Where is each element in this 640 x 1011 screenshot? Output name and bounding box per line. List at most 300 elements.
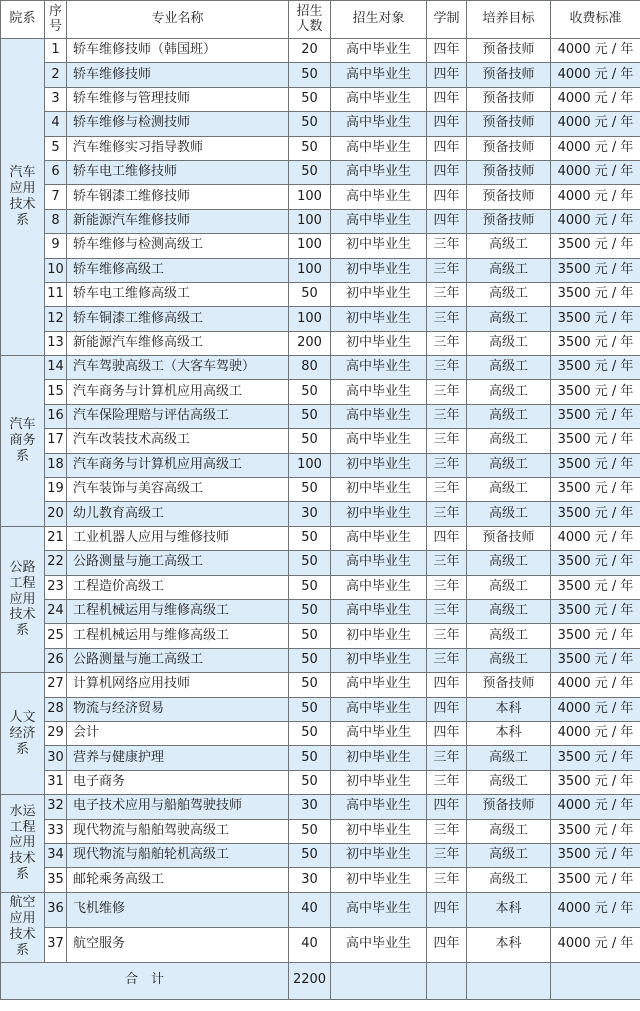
duration-cell: 三年 (427, 648, 467, 672)
duration-cell: 四年 (427, 697, 467, 721)
seq-cell: 17 (45, 429, 67, 453)
quota-cell: 200 (289, 331, 331, 355)
duration-cell: 四年 (427, 673, 467, 697)
target-cell: 初中毕业生 (331, 307, 427, 331)
duration-cell: 四年 (427, 87, 467, 111)
table-row (1, 404, 640, 428)
goal-cell: 高级工 (467, 575, 551, 599)
seq-cell: 26 (45, 648, 67, 672)
major-cell: 汽车装饰与美容高级工 (67, 478, 289, 502)
major-cell: 计算机网络应用技师 (67, 673, 289, 697)
duration-cell: 四年 (427, 185, 467, 209)
quota-cell: 50 (289, 136, 331, 160)
target-cell: 高中毕业生 (331, 551, 427, 575)
quota-cell: 50 (289, 526, 331, 550)
fee-cell: 3500 元 / 年 (551, 746, 640, 770)
table-row (1, 478, 640, 502)
seq-cell: 14 (45, 356, 67, 380)
major-cell: 轿车维修与检测技师 (67, 112, 289, 136)
target-cell: 初中毕业生 (331, 258, 427, 282)
goal-cell: 高级工 (467, 380, 551, 404)
major-cell: 物流与经济贸易 (67, 697, 289, 721)
table-row (1, 927, 640, 962)
goal-cell: 高级工 (467, 868, 551, 892)
target-cell: 高中毕业生 (331, 209, 427, 233)
major-cell: 汽车保险理赔与评估高级工 (67, 404, 289, 428)
duration-cell: 三年 (427, 551, 467, 575)
duration-cell: 三年 (427, 575, 467, 599)
fee-cell: 3500 元 / 年 (551, 551, 640, 575)
fee-cell: 3500 元 / 年 (551, 404, 640, 428)
department-cell: 人文 经济 系 (1, 673, 45, 795)
fee-cell: 3500 元 / 年 (551, 478, 640, 502)
duration-cell: 三年 (427, 770, 467, 794)
fee-cell: 4000 元 / 年 (551, 673, 640, 697)
quota-cell: 50 (289, 404, 331, 428)
duration-cell: 三年 (427, 453, 467, 477)
department-cell: 汽车 商务 系 (1, 356, 45, 527)
fee-cell: 4000 元 / 年 (551, 112, 640, 136)
table-row (1, 819, 640, 843)
goal-cell: 预备技师 (467, 185, 551, 209)
goal-cell: 高级工 (467, 599, 551, 623)
duration-cell: 四年 (427, 795, 467, 819)
fee-cell: 3500 元 / 年 (551, 453, 640, 477)
target-cell: 高中毕业生 (331, 429, 427, 453)
major-cell: 新能源汽车维修技师 (67, 209, 289, 233)
quota-cell: 50 (289, 282, 331, 306)
seq-cell: 7 (45, 185, 67, 209)
target-cell: 高中毕业生 (331, 356, 427, 380)
table-row (1, 63, 640, 87)
seq-cell: 20 (45, 502, 67, 526)
major-cell: 轿车铜漆工维修高级工 (67, 307, 289, 331)
fee-cell: 3500 元 / 年 (551, 429, 640, 453)
department-cell: 汽车 应用 技术 系 (1, 39, 45, 356)
goal-cell: 高级工 (467, 502, 551, 526)
major-cell: 轿车维修与检测高级工 (67, 234, 289, 258)
table-row (1, 307, 640, 331)
fee-cell: 3500 元 / 年 (551, 575, 640, 599)
quota-cell: 100 (289, 234, 331, 258)
quota-cell: 40 (289, 892, 331, 927)
table-row (1, 160, 640, 184)
fee-cell: 4000 元 / 年 (551, 209, 640, 233)
quota-cell: 30 (289, 502, 331, 526)
target-cell: 初中毕业生 (331, 843, 427, 867)
table-row (1, 185, 640, 209)
duration-cell: 三年 (427, 282, 467, 306)
quota-cell: 50 (289, 648, 331, 672)
target-cell: 高中毕业生 (331, 673, 427, 697)
fee-cell: 3500 元 / 年 (551, 356, 640, 380)
header-goal: 培养目标 (467, 1, 551, 39)
quota-cell: 40 (289, 927, 331, 962)
quota-cell: 50 (289, 551, 331, 575)
table-row (1, 697, 640, 721)
goal-cell: 预备技师 (467, 112, 551, 136)
fee-cell: 3500 元 / 年 (551, 599, 640, 623)
seq-cell: 4 (45, 112, 67, 136)
fee-cell: 4000 元 / 年 (551, 526, 640, 550)
target-cell: 初中毕业生 (331, 746, 427, 770)
major-cell: 工程机械运用与维修高级工 (67, 599, 289, 623)
major-cell: 电子商务 (67, 770, 289, 794)
quota-cell: 50 (289, 624, 331, 648)
duration-cell: 三年 (427, 356, 467, 380)
fee-cell: 4000 元 / 年 (551, 721, 640, 745)
table-row (1, 795, 640, 819)
quota-cell: 50 (289, 63, 331, 87)
goal-cell: 本科 (467, 697, 551, 721)
quota-cell: 30 (289, 795, 331, 819)
seq-cell: 33 (45, 819, 67, 843)
major-cell: 汽车商务与计算机应用高级工 (67, 380, 289, 404)
goal-cell: 本科 (467, 927, 551, 962)
quota-cell: 100 (289, 307, 331, 331)
duration-cell: 三年 (427, 404, 467, 428)
table-row (1, 39, 640, 63)
target-cell: 高中毕业生 (331, 795, 427, 819)
target-cell: 初中毕业生 (331, 648, 427, 672)
fee-cell: 3500 元 / 年 (551, 648, 640, 672)
fee-cell: 3500 元 / 年 (551, 282, 640, 306)
target-cell: 高中毕业生 (331, 575, 427, 599)
fee-cell: 3500 元 / 年 (551, 234, 640, 258)
target-cell: 高中毕业生 (331, 63, 427, 87)
table-row (1, 770, 640, 794)
target-cell: 初中毕业生 (331, 770, 427, 794)
target-cell: 高中毕业生 (331, 87, 427, 111)
target-cell: 高中毕业生 (331, 697, 427, 721)
quota-cell: 50 (289, 697, 331, 721)
goal-cell: 高级工 (467, 331, 551, 355)
major-cell: 航空服务 (67, 927, 289, 962)
quota-cell: 80 (289, 356, 331, 380)
seq-cell: 22 (45, 551, 67, 575)
target-cell: 高中毕业生 (331, 721, 427, 745)
duration-cell: 三年 (427, 843, 467, 867)
target-cell: 初中毕业生 (331, 331, 427, 355)
seq-cell: 34 (45, 843, 67, 867)
table-row (1, 380, 640, 404)
goal-cell: 本科 (467, 721, 551, 745)
duration-cell: 三年 (427, 502, 467, 526)
target-cell: 高中毕业生 (331, 404, 427, 428)
duration-cell: 三年 (427, 599, 467, 623)
goal-cell: 预备技师 (467, 63, 551, 87)
header-major: 专业名称 (67, 1, 289, 39)
seq-cell: 13 (45, 331, 67, 355)
major-cell: 公路测量与施工高级工 (67, 551, 289, 575)
duration-cell: 四年 (427, 721, 467, 745)
quota-cell: 100 (289, 258, 331, 282)
major-cell: 轿车钢漆工维修技师 (67, 185, 289, 209)
table-row (1, 526, 640, 550)
quota-cell: 50 (289, 746, 331, 770)
major-cell: 现代物流与船舶驾驶高级工 (67, 819, 289, 843)
goal-cell: 预备技师 (467, 526, 551, 550)
table-row (1, 356, 640, 380)
fee-cell: 3500 元 / 年 (551, 624, 640, 648)
duration-cell: 四年 (427, 209, 467, 233)
seq-cell: 1 (45, 39, 67, 63)
seq-cell: 6 (45, 160, 67, 184)
seq-cell: 16 (45, 404, 67, 428)
target-cell: 高中毕业生 (331, 39, 427, 63)
duration-cell: 四年 (427, 136, 467, 160)
quota-cell: 20 (289, 39, 331, 63)
duration-cell: 三年 (427, 429, 467, 453)
table-row (1, 843, 640, 867)
target-cell: 初中毕业生 (331, 868, 427, 892)
seq-cell: 3 (45, 87, 67, 111)
major-cell: 飞机维修 (67, 892, 289, 927)
goal-cell: 高级工 (467, 234, 551, 258)
duration-cell: 四年 (427, 39, 467, 63)
table-row (1, 721, 640, 745)
department-cell: 航空 应用 技术 系 (1, 892, 45, 962)
goal-cell: 预备技师 (467, 209, 551, 233)
seq-cell: 5 (45, 136, 67, 160)
major-cell: 轿车电工维修高级工 (67, 282, 289, 306)
major-cell: 汽车商务与计算机应用高级工 (67, 453, 289, 477)
quota-cell: 50 (289, 819, 331, 843)
goal-cell: 高级工 (467, 648, 551, 672)
table-row (1, 673, 640, 697)
major-cell: 会计 (67, 721, 289, 745)
table-row (1, 624, 640, 648)
major-cell: 工业机器人应用与维修技师 (67, 526, 289, 550)
table-body (1, 39, 640, 1000)
quota-cell: 100 (289, 453, 331, 477)
duration-cell: 四年 (427, 112, 467, 136)
table-row (1, 502, 640, 526)
total-empty-cell (467, 962, 551, 999)
seq-cell: 24 (45, 599, 67, 623)
fee-cell: 3500 元 / 年 (551, 819, 640, 843)
goal-cell: 高级工 (467, 770, 551, 794)
major-cell: 现代物流与船舶轮机高级工 (67, 843, 289, 867)
total-empty-cell (331, 962, 427, 999)
total-row (1, 962, 640, 999)
major-cell: 汽车驾驶高级工（大客车驾驶） (67, 356, 289, 380)
target-cell: 初中毕业生 (331, 819, 427, 843)
quota-cell: 50 (289, 599, 331, 623)
major-cell: 轿车维修高级工 (67, 258, 289, 282)
seq-cell: 35 (45, 868, 67, 892)
major-cell: 新能源汽车维修高级工 (67, 331, 289, 355)
goal-cell: 本科 (467, 892, 551, 927)
quota-cell: 50 (289, 429, 331, 453)
major-cell: 轿车电工维修技师 (67, 160, 289, 184)
target-cell: 高中毕业生 (331, 892, 427, 927)
goal-cell: 预备技师 (467, 795, 551, 819)
fee-cell: 3500 元 / 年 (551, 307, 640, 331)
goal-cell: 预备技师 (467, 87, 551, 111)
goal-cell: 高级工 (467, 404, 551, 428)
table-row (1, 282, 640, 306)
goal-cell: 高级工 (467, 307, 551, 331)
target-cell: 初中毕业生 (331, 624, 427, 648)
duration-cell: 四年 (427, 160, 467, 184)
major-cell: 公路测量与施工高级工 (67, 648, 289, 672)
fee-cell: 4000 元 / 年 (551, 136, 640, 160)
major-cell: 工程造价高级工 (67, 575, 289, 599)
header-fee: 收费标准 (551, 1, 640, 39)
goal-cell: 预备技师 (467, 39, 551, 63)
fee-cell: 4000 元 / 年 (551, 892, 640, 927)
major-cell: 幼儿教育高级工 (67, 502, 289, 526)
fee-cell: 3500 元 / 年 (551, 868, 640, 892)
seq-cell: 37 (45, 927, 67, 962)
major-cell: 汽车维修实习指导教师 (67, 136, 289, 160)
goal-cell: 高级工 (467, 819, 551, 843)
header-target: 招生对象 (331, 1, 427, 39)
fee-cell: 3500 元 / 年 (551, 502, 640, 526)
target-cell: 高中毕业生 (331, 526, 427, 550)
seq-cell: 23 (45, 575, 67, 599)
table-row (1, 87, 640, 111)
fee-cell: 4000 元 / 年 (551, 160, 640, 184)
seq-cell: 29 (45, 721, 67, 745)
table-row (1, 648, 640, 672)
table-row (1, 551, 640, 575)
target-cell: 初中毕业生 (331, 234, 427, 258)
target-cell: 初中毕业生 (331, 502, 427, 526)
major-cell: 汽车改装技术高级工 (67, 429, 289, 453)
table-row (1, 429, 640, 453)
duration-cell: 三年 (427, 234, 467, 258)
duration-cell: 三年 (427, 624, 467, 648)
quota-cell: 50 (289, 478, 331, 502)
target-cell: 高中毕业生 (331, 160, 427, 184)
fee-cell: 4000 元 / 年 (551, 39, 640, 63)
seq-cell: 10 (45, 258, 67, 282)
seq-cell: 2 (45, 63, 67, 87)
quota-cell: 100 (289, 209, 331, 233)
duration-cell: 四年 (427, 526, 467, 550)
seq-cell: 12 (45, 307, 67, 331)
goal-cell: 预备技师 (467, 160, 551, 184)
goal-cell: 高级工 (467, 453, 551, 477)
major-cell: 电子技术应用与船舶驾驶技师 (67, 795, 289, 819)
quota-cell: 50 (289, 160, 331, 184)
target-cell: 初中毕业生 (331, 453, 427, 477)
fee-cell: 3500 元 / 年 (551, 843, 640, 867)
target-cell: 高中毕业生 (331, 185, 427, 209)
fee-cell: 4000 元 / 年 (551, 697, 640, 721)
target-cell: 高中毕业生 (331, 380, 427, 404)
goal-cell: 高级工 (467, 551, 551, 575)
fee-cell: 3500 元 / 年 (551, 258, 640, 282)
table-row (1, 868, 640, 892)
quota-cell: 50 (289, 380, 331, 404)
table-row (1, 575, 640, 599)
seq-cell: 28 (45, 697, 67, 721)
table-row (1, 746, 640, 770)
goal-cell: 高级工 (467, 746, 551, 770)
table-row (1, 331, 640, 355)
table-row (1, 453, 640, 477)
duration-cell: 三年 (427, 331, 467, 355)
duration-cell: 三年 (427, 819, 467, 843)
table-row (1, 599, 640, 623)
duration-cell: 三年 (427, 307, 467, 331)
seq-cell: 32 (45, 795, 67, 819)
fee-cell: 4000 元 / 年 (551, 795, 640, 819)
quota-cell: 50 (289, 843, 331, 867)
quota-cell: 50 (289, 575, 331, 599)
quota-cell: 50 (289, 721, 331, 745)
fee-cell: 3500 元 / 年 (551, 331, 640, 355)
major-cell: 营养与健康护理 (67, 746, 289, 770)
goal-cell: 高级工 (467, 478, 551, 502)
goal-cell: 高级工 (467, 624, 551, 648)
duration-cell: 三年 (427, 746, 467, 770)
target-cell: 初中毕业生 (331, 478, 427, 502)
duration-cell: 三年 (427, 258, 467, 282)
fee-cell: 4000 元 / 年 (551, 63, 640, 87)
seq-cell: 9 (45, 234, 67, 258)
table-row (1, 258, 640, 282)
quota-cell: 50 (289, 87, 331, 111)
goal-cell: 预备技师 (467, 136, 551, 160)
total-quota: 2200 (289, 962, 331, 999)
quota-cell: 100 (289, 185, 331, 209)
seq-cell: 27 (45, 673, 67, 697)
total-empty-cell (427, 962, 467, 999)
seq-cell: 31 (45, 770, 67, 794)
goal-cell: 高级工 (467, 429, 551, 453)
major-cell: 工程机械运用与维修高级工 (67, 624, 289, 648)
major-cell: 轿车维修技师（韩国班） (67, 39, 289, 63)
seq-cell: 18 (45, 453, 67, 477)
header-dept: 院系 (1, 1, 45, 39)
header-row (1, 1, 640, 39)
header-duration: 学制 (427, 1, 467, 39)
major-cell: 轿车维修与管理技师 (67, 87, 289, 111)
goal-cell: 高级工 (467, 843, 551, 867)
target-cell: 高中毕业生 (331, 112, 427, 136)
duration-cell: 三年 (427, 478, 467, 502)
quota-cell: 50 (289, 770, 331, 794)
duration-cell: 四年 (427, 927, 467, 962)
quota-cell: 50 (289, 112, 331, 136)
total-label: 合 计 (1, 962, 289, 999)
seq-cell: 30 (45, 746, 67, 770)
table-row (1, 112, 640, 136)
seq-cell: 15 (45, 380, 67, 404)
fee-cell: 4000 元 / 年 (551, 185, 640, 209)
seq-cell: 25 (45, 624, 67, 648)
fee-cell: 4000 元 / 年 (551, 927, 640, 962)
goal-cell: 高级工 (467, 282, 551, 306)
header-quota: 招生 人数 (289, 1, 331, 39)
table-row (1, 892, 640, 927)
quota-cell: 30 (289, 868, 331, 892)
target-cell: 高中毕业生 (331, 136, 427, 160)
duration-cell: 三年 (427, 868, 467, 892)
duration-cell: 三年 (427, 380, 467, 404)
fee-cell: 3500 元 / 年 (551, 770, 640, 794)
fee-cell: 3500 元 / 年 (551, 380, 640, 404)
target-cell: 高中毕业生 (331, 927, 427, 962)
target-cell: 初中毕业生 (331, 282, 427, 306)
total-empty-cell (551, 962, 640, 999)
target-cell: 高中毕业生 (331, 599, 427, 623)
major-cell: 邮轮乘务高级工 (67, 868, 289, 892)
